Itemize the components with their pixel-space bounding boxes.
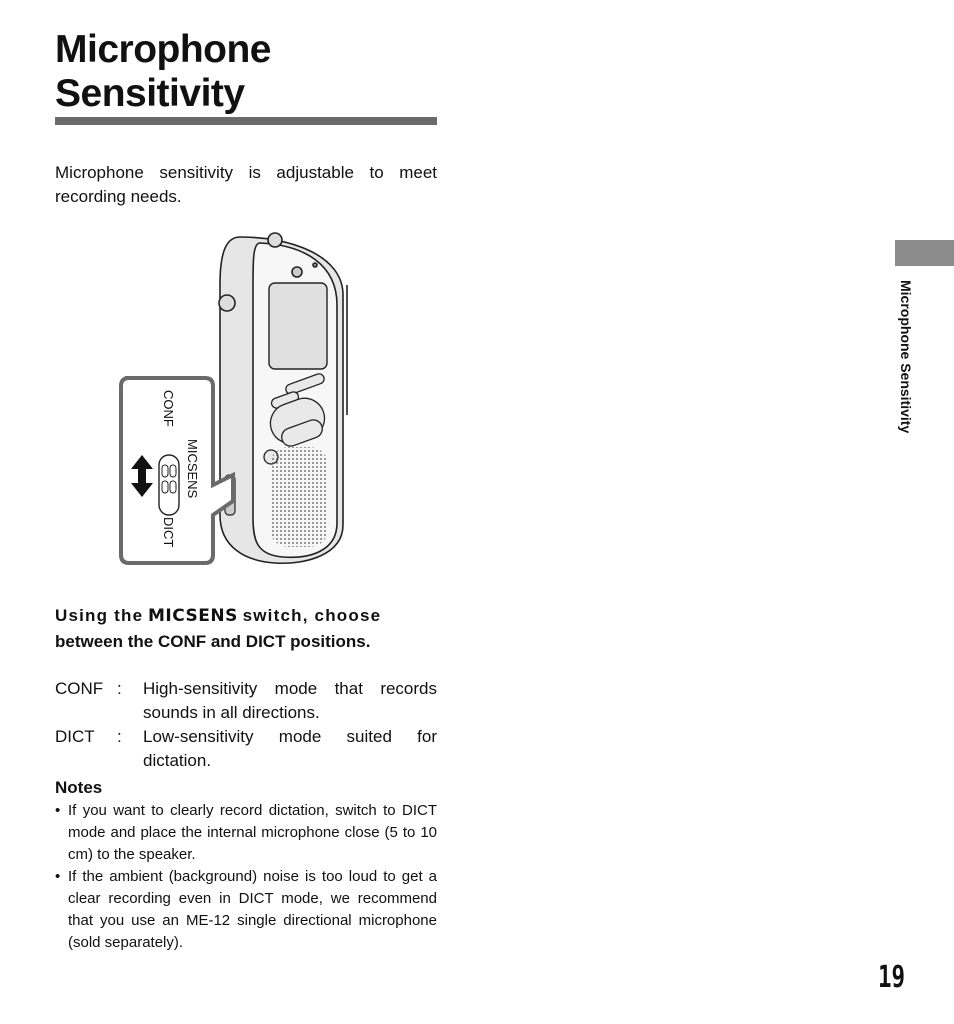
- lcd-screen: [269, 283, 327, 369]
- page-title: [55, 28, 445, 116]
- notes-heading: Notes: [55, 778, 103, 797]
- mode-key: DICT: [55, 727, 95, 746]
- mode-list: [55, 677, 437, 773]
- note-text: If you want to clearly record dictation, switch to DICT mode and place the internal microphone close (5 to 10 cm) to the speaker.: [68, 802, 437, 863]
- mode-colon: :: [117, 727, 122, 746]
- speaker-grille: [270, 447, 328, 547]
- recorder-illustration: [115, 225, 355, 570]
- callout-label-conf: CONF: [161, 390, 176, 427]
- mode-description: Low-sensitivity mode suited for dictation.: [143, 727, 437, 770]
- note-text: If the ambient (background) noise is too loud to get a clear recording even in DICT mode, we recommend that you use an ME-12 single directional microphone (sold separately).: [68, 868, 437, 951]
- mode-key: CONF: [55, 679, 104, 698]
- mode-colon: :: [117, 679, 122, 698]
- instruction-text: [55, 603, 437, 654]
- page-number: 19: [878, 960, 906, 995]
- mode-description: High-sensitivity mode that records sounds in all directions.: [143, 679, 437, 722]
- callout-label-dict: DICT: [161, 517, 176, 548]
- title-underline: [55, 117, 437, 125]
- mode-row: [55, 725, 437, 773]
- section-tab: [895, 240, 954, 266]
- note-item: [55, 800, 437, 866]
- callout-label-micsens: MICSENS: [185, 439, 200, 499]
- note-item: [55, 866, 437, 954]
- notes-list: [55, 800, 437, 954]
- mode-row: [55, 677, 437, 725]
- instruction-part1: Using the: [55, 606, 144, 625]
- bullet-icon: •: [55, 802, 61, 819]
- instruction-part2: switch, choose: [242, 606, 382, 625]
- instruction-line2: between the CONF and DICT positions.: [55, 632, 371, 651]
- page-title-line1: Microphone: [55, 28, 271, 71]
- intro-paragraph: Microphone sensitivity is adjustable to meet recording needs.: [55, 163, 437, 206]
- bullet-icon: •: [55, 868, 61, 885]
- page-title-line2: Sensitivity: [55, 72, 245, 115]
- section-side-label: Microphone Sensitivity: [898, 280, 914, 434]
- instruction-switch-name: MICSENS: [147, 606, 238, 626]
